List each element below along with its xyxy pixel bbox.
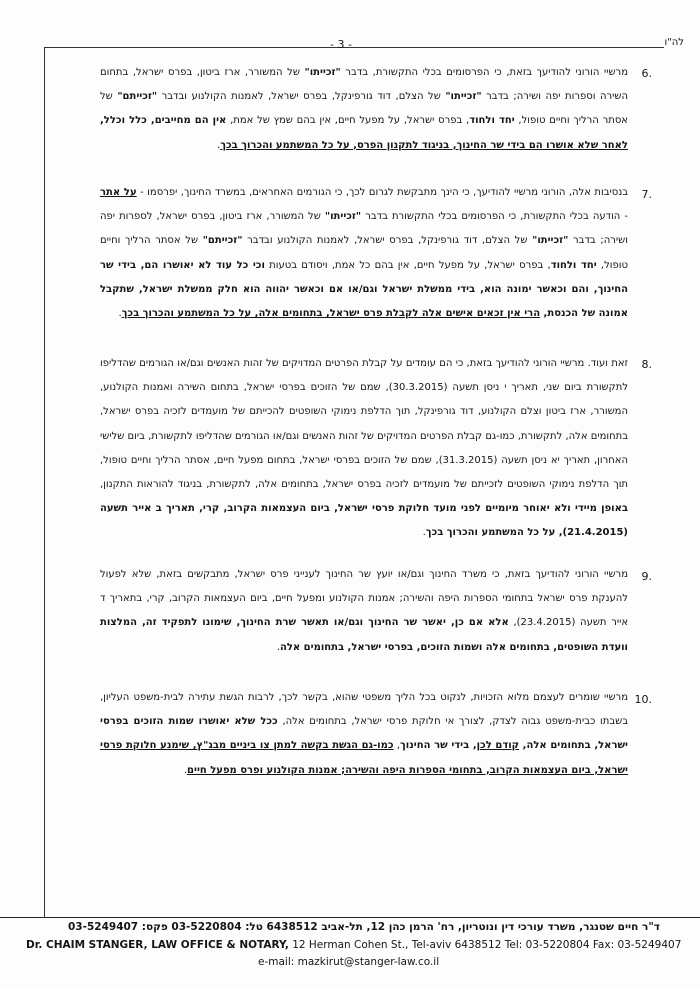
paragraph-text-segment: .: [183, 764, 188, 776]
footer-email-address[interactable]: mazkirut@stanger-law.co.il: [294, 956, 440, 968]
page-number: - 3 -: [330, 38, 352, 51]
paragraph-text-segment: ,: [469, 740, 477, 752]
paragraph-text-segment: ,: [393, 740, 401, 752]
paragraph-text-segment: "זכייתם": [117, 91, 158, 103]
paragraph-6: [100, 61, 628, 158]
footer-english-letterhead: [26, 939, 681, 951]
paragraph-text-segment: "זכייתו": [445, 91, 482, 103]
paragraph-text-segment: באופן מיידי ולא יאוחר מיומיים לפני מועד חלוקת פרסי ישראל, ביום העצמאות הקרוב, קרי, תאריך ב אייר תשעה (21.4.2015), על כל המשתמע והכרוך בכך: [100, 503, 628, 539]
paragraph-text-segment: מרשיי שומרים לעצמם מלוא הזכויות, לנקוט בכל הליך משפטי שהוא, בקשר לכך, לרבות הגשת עתירה לבית-משפט העליון, בשבתו כבית-משפט גבוה לצדק, לצורך אי חלוקת פרסי ישראל, בתחומים אלה,: [100, 692, 628, 728]
paragraph-text-segment: מרשיי הורוני להודיעך בזאת, כי משרד החינוך וגם/או יועץ שר החינוך לענייני פרס ישראל, מתבקשים בזאת, שלא לפעול להענקת פרס ישראל בתחומי הספרות היפה והשירה; אמנות הקולנוע ומפעל חיים, ביום העצמאות הקרוב, קרי, בתאריך ד אייר תשעה (23.4.2015),: [100, 569, 628, 629]
paragraph-text-segment: "זכייתו": [304, 67, 341, 78]
paragraph-text-segment: לאחר שלא אושרו הם בידי שר החינוך, בניגוד לתקנון הפרס, על כל המשתמע והכרוך בכך: [220, 139, 628, 151]
paragraph-text-segment: של הצלם, דוד גורפינקל, בפרס ישראל, לאמנות הקולנוע ובדבר: [242, 235, 533, 247]
paragraph-text-segment: בנסיבות אלה, הורוני מרשיי להודיעך, כי הינך מתבקשת לגרום לכך, כי הגורמים האחראים, במשרד החינוך, יפרסמו -: [136, 187, 628, 198]
paragraph-text-segment: "זכייתו": [532, 235, 569, 247]
paragraph-text-segment: מרשיי הורוני להודיעך בזאת, כי הפרסומים בכלי התקשורת, בדבר: [340, 67, 628, 78]
paragraph-9: [100, 563, 628, 660]
paragraph-number: 8.: [641, 358, 652, 371]
footer-hebrew-letterhead: ד"ר חיים שטנגר, משרד עורכי דין ונוטריון, רח' הרמן כהן 12, תל-אביב 6438512 טל: 03-5220804 פקס: 03-5249407: [68, 921, 660, 933]
paragraph-text-segment: של הצלם, דוד גורפינקל, בפרס ישראל, לאמנות הקולנוע ובדבר: [157, 91, 446, 103]
paragraph-number: 7.: [641, 188, 652, 201]
paragraph-text-segment: של אסתר הרליך וחיים טופול,: [100, 235, 628, 271]
paragraph-text-segment: , בפרס ישראל, על מפעל חיים, אין בהם כל אמת, ויסודם בטעות: [264, 259, 551, 271]
header-rule: [44, 47, 664, 48]
paragraph-text-segment: יחד ולחוד: [469, 115, 515, 127]
corner-tag: לה"ו: [664, 37, 684, 48]
paragraph-text-segment: .: [118, 308, 122, 320]
paragraph-7: [100, 181, 628, 326]
paragraph-text-segment: הרי אין זכאים אישים אלה לקבלת פרס ישראל, בתחומים אלה, על כל המשתמע והכרוך בכך: [121, 308, 541, 320]
paragraph-text-segment: של המשורר, ארז ביטון, בפרס ישראל, לספרות יפה ושירה; בדבר: [100, 211, 628, 247]
paragraph-text-segment: של אסתר הרליך וחיים טופול,: [100, 91, 628, 127]
paragraph-text-segment: והם וכאשר ימונה הוא, בידי ממשלת ישראל וגם/או אם וכאשר יהווה הוא חלק ממשלת ישראל, שתקבל אמונה של הכנסת,: [100, 283, 628, 320]
paragraph-text-segment: וכי כל עוד לא יאושרו הם, בידי שר החינוך,: [100, 259, 628, 295]
paragraph-number: 6.: [641, 67, 652, 80]
paragraph-number: 10.: [634, 693, 652, 706]
paragraph-text-segment: .: [422, 527, 426, 539]
paragraph-text-segment: ככל שלא יאושרו שמות הזוכים בפרסי ישראל, בתחומים אלה,: [100, 716, 629, 752]
paragraph-text-segment: יחד ולחוד: [550, 259, 597, 271]
paragraph-text-segment: - הודעה בכלי התקשורת, כי הפרסומים בכלי התקשורת בדבר: [361, 211, 628, 223]
footer-firm-name: Dr. CHAIM STANGER, LAW OFFICE & NOTARY,: [26, 939, 289, 951]
paragraph-text-segment: קודם לכן: [476, 740, 520, 752]
paragraph-text-segment: "זכייתם": [202, 235, 243, 247]
paragraph-text-segment: אין הם מחייבים, כלל וכלל,: [100, 115, 227, 127]
paragraph-10: [100, 686, 628, 783]
footer-email: [258, 956, 439, 968]
footer-rule: [0, 917, 700, 918]
paragraph-text-segment: בידי שר החינוך: [400, 740, 470, 752]
paragraph-text-segment: על אתר: [100, 187, 137, 198]
paragraph-text-segment: .: [276, 641, 280, 653]
paragraph-text-segment: של המשורר, ארז ביטון, בפרס ישראל, בתחום השירה וספרות יפה ושירה; בדבר: [100, 67, 628, 103]
paragraph-text-segment: אלא אם כן, יאשר שר החינוך וגם/או תאשר שרת החינוך, שימונו לתפקיד זה, המלצות וועדת השופטים, בתחומים אלה ושמות הזוכים, בפרסי ישראל, בתחומים אלה: [100, 617, 628, 653]
paragraph-text-segment: "זכייתו": [324, 211, 362, 223]
footer-address: 12 Herman Cohen St., Tel-aviv 6438512 Tel: 03-5220804 Fax: 03-5249407: [288, 939, 682, 951]
footer-email-label: e-mail:: [258, 956, 295, 968]
paragraph-number: 9.: [641, 570, 652, 583]
margin-rule: [44, 47, 45, 917]
paragraph-text-segment: זאת ועוד. מרשיי הורוני להודיעך בזאת, כי הם עומדים על קבלת הפרטים המדויקים של זהות האנשים וגם/או הגורמים שהדליפו לתקשורת ביום שני, תאריך י ניסן תשעה (30.3.2015), שמם של הזוכים בפרסי ישראל, בתחום השירה ואמנות הקולנוע, המשורר, ארז ביטון וצלם הקולנוע, דוד גורפינקל, תוך הדלפת נימוקי השופטים להכייתם של מועמדים לזכיה בפרס ישראל, בתחומים אלה, לתקשורת, כמו-גם קבלת הפרטים המדויקים של זהות האנשים וגם/או הגורמים שהדליפו לתקשורת, ביום שלישי האחרון, תאריך יא ניסן תשעה (31.3.2015), שמם של הזוכים בפרסי ישראל, בתחום מפעל חיים, אסתר הרליך וחיים טופול, תוך הדלפת נימוקי השופטים לזכייתם של מועמדים לזכיה בפרס ישראל, בתחומים אלה, לתקשורת, בניגוד להוראות התקנון,: [100, 358, 628, 491]
paragraph-text-segment: , בפרס ישראל, על מפעל חיים, אין בהם שמץ של אמת,: [226, 115, 470, 127]
paragraph-8: [100, 352, 628, 546]
paragraph-text-segment: כמו-גם הגשת בקשה למתן צו ביניים מבג"ץ, שימנע חלוקת פרסי ישראל, ביום העצמאות הקרוב, בתחומי הספרות היפה והשירה; אמנות הקולנוע ופרס מפעל חיים: [100, 740, 628, 776]
paragraph-text-segment: .: [217, 139, 221, 151]
